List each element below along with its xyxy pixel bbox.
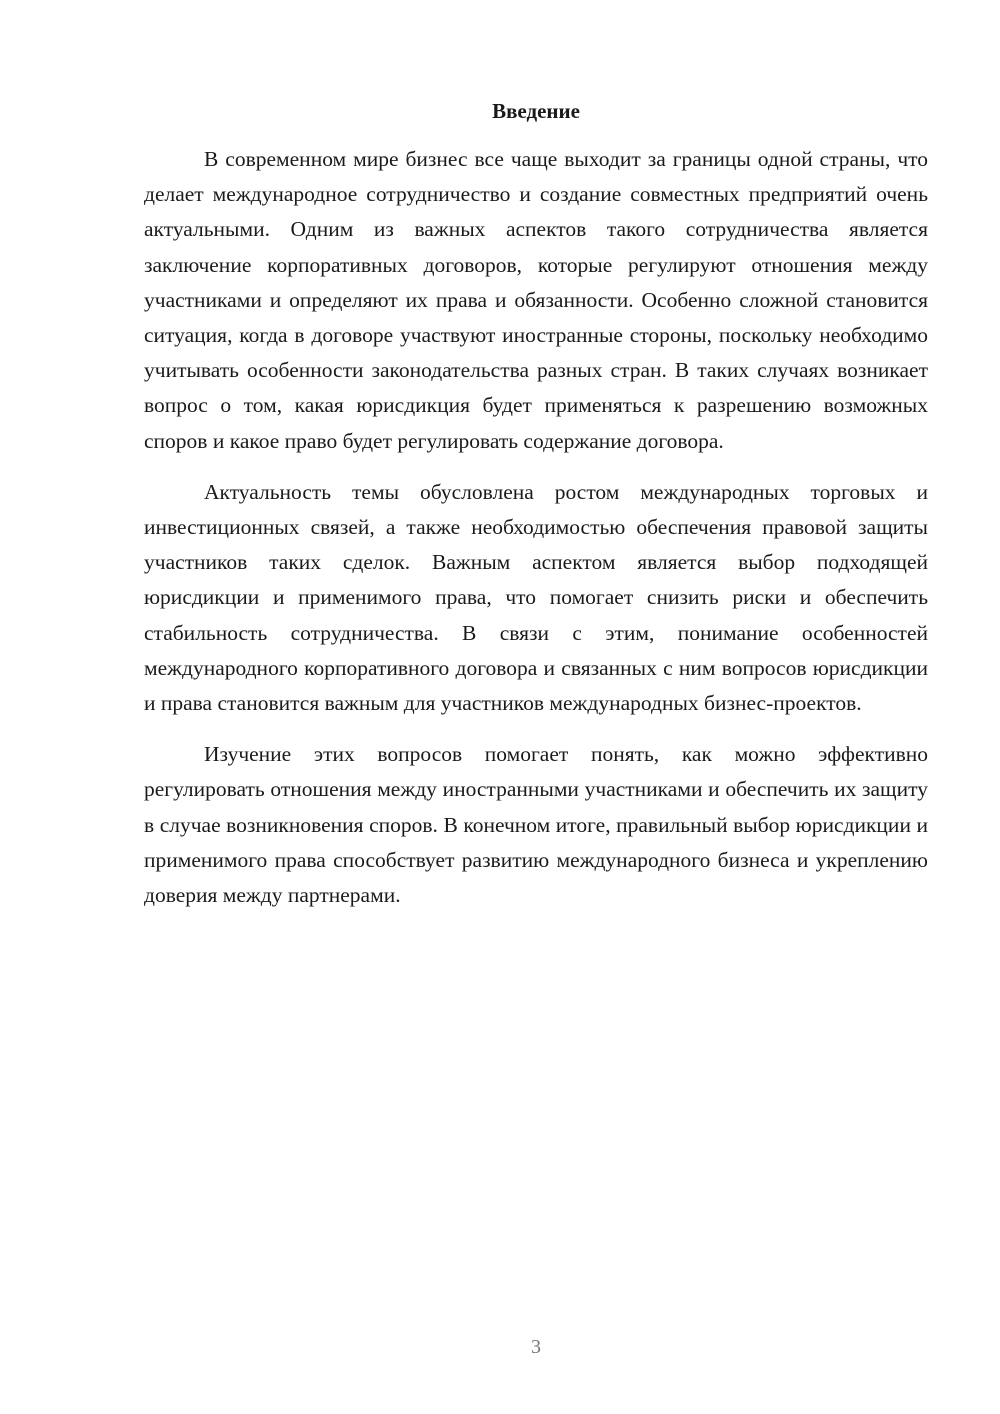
paragraph-1: В современном мире бизнес все чаще выходит за границы одной страны, что делает международное сотрудничество и создание совместных предприятий очень актуальными. Одним из важных аспектов такого сотрудничества является заключение корпоративных договоров, которые регулируют отношения между участниками и определяют их права и обязанности. Особенно сложной становится ситуация, когда в договоре участвуют иностранные стороны, поскольку необходимо учитывать особенности законодательства разных стран. В таких случаях возникает вопрос о том, какая юрисдикция будет применяться к разрешению возможных споров и какое право будет регулировать содержание договора.	[144, 147, 928, 453]
page-number: 3	[531, 1336, 541, 1358]
section-heading: Введение	[492, 99, 580, 123]
paragraph-2: Актуальность темы обусловлена ростом международных торговых и инвестиционных связей, а также необходимостью обеспечения правовой защиты участников таких сделок. Важным аспектом является выбор подходящей юрисдикции и применимого права, что помогает снизить риски и обеспечить стабильность сотрудничества. В связи с этим, понимание особенностей международного корпоративного договора и связанных с ним вопросов юрисдикции и права становится важным для участников международных бизнес-проектов.	[144, 479, 928, 716]
body-text	[144, 142, 928, 913]
paragraph-3: Изучение этих вопросов помогает понять, как можно эффективно регулировать отношения между иностранными участниками и обеспечить их защиту в случае возникновения споров. В конечном итоге, правильный выбор юрисдикции и применимого права способствует развитию международного бизнеса и укреплению доверия между партнерами.	[144, 742, 928, 908]
